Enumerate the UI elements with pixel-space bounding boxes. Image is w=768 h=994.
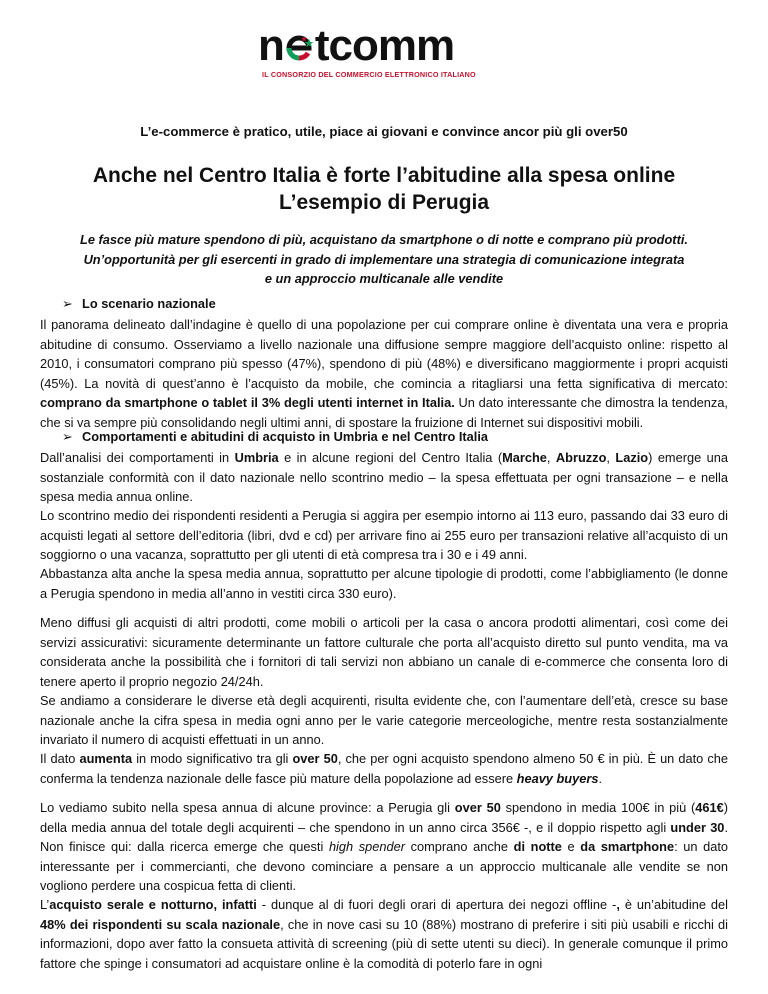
paragraph-centro-8: L’acquisto serale e notturno, infatti - dunque al di fuori degli orari di apertura dei negozi offline -, è un’abitudine del 48% dei rispondenti su scala nazionale, che in nove casi su 10 (88%) mostrano di preferire i siti più usabili e ricchi di informazioni, dopo aver fatto la consueta attività di screening (più di sette utenti su dieci). In generale comunque il primo fattore che spinge i consumatori ad acquistare online è la comodità di poterlo fare in ogni: [40, 897, 728, 971]
paragraph-centro-3: Abbastanza alta anche la spesa media annua, soprattutto per alcune tipologie di prodotti, come l’abbigliamento (le donne a Perugia spendono in media all’anno in vestiti circa 330 euro).: [40, 566, 728, 601]
logo-word-start: n: [258, 21, 284, 70]
subtitle-line-3: e un approccio multicanale alle vendite: [264, 271, 504, 286]
subtitle-line-1: Le fasce più mature spendono di più, acquistano da smartphone o di notte e comprano più prodotti.: [80, 232, 688, 247]
arrow-bullet-icon: ➢: [62, 296, 73, 311]
section-heading-text: Lo scenario nazionale: [82, 296, 216, 311]
logo-e-ring-icon: [284, 33, 314, 63]
paragraph-centro-1: Dall’analisi dei comportamenti in Umbria e in alcune regioni del Centro Italia (Marche, Abruzzo, Lazio) emerge una sostanziale conformità con il dato nazionale nello scontrino medio – la spesa effettuata per ogni transazione – e nella spesa media annua online.: [40, 450, 728, 504]
section-heading-national: [62, 296, 216, 312]
paragraph-centro-7: Lo vediamo subito nella spesa annua di alcune province: a Perugia gli over 50 spendono in media 100€ in più (461€) della media annua del totale degli acquirenti – che spendono in un anno circa 356€ -, e il doppio rispetto agli under 30. Non finisce qui: dalla ricerca emerge che questi high spender comprano anche di notte e da smartphone: un dato interessante per i commercianti, che devono cominciare a pensare a un approccio multicanale alle vendite se non vogliono perdere una cospicua fetta di clienti.: [40, 800, 729, 893]
section-heading-text: Comportamenti e abitudini di acquisto in Umbria e nel Centro Italia: [82, 429, 488, 444]
arrow-bullet-icon: ➢: [62, 429, 73, 444]
paragraph-centro-4: Meno diffusi gli acquisti di altri prodotti, come mobili o articoli per la casa o ancora prodotti alimentari, così come dei servizi assicurativi: sicuramente determinante un fattore culturale che porta all’acquisto diretto sul punto vendita, ma va considerata anche la possibilità che i fornitori di tali servizi non abbiano un canale di e-commerce che consenta loro di tenere aperto il proprio negozio 24/24h.: [40, 615, 728, 689]
subtitle: [40, 230, 728, 289]
paragraph-centro-2: Lo scontrino medio dei rispondenti residenti a Perugia si aggira per esempio intorno ai 113 euro, passando dai 33 euro di acquisti legati al settore dell’editoria (libri, dvd e cd) per arrivare fino ai 255 euro per transazioni relative all’acquisto di un soggiorno o una vacanza, soprattutto per gli utenti di età compresa tra i 30 e i 49 anni.: [40, 508, 728, 562]
paragraph-centro-6: Il dato aumenta in modo significativo tra gli over 50, che per ogni acquisto spendono almeno 50 € in più. È un dato che conferma la tendenza nazionale delle fasce più mature della popolazione ad essere heavy buyers.: [40, 751, 729, 786]
subtitle-line-2: Un’opportunità per gli esercenti in grado di implementare una strategia di comunicazione integrata: [83, 251, 685, 267]
logo-wordmark: [258, 21, 455, 70]
paragraph-centro-5: Se andiamo a considerare le diverse età degli acquirenti, risulta evidente che, con l’aumentare dell’età, cresce su base nazionale anche la cifra spesa in media ogni anno per le varie categorie merceologiche, mentre resta sostanzialmente invariato il numero di acquisti effettuati in un anno.: [40, 693, 728, 747]
page-title: [0, 162, 768, 216]
section-heading-centro: [62, 429, 488, 445]
title-line-2: L’esempio di Perugia: [278, 191, 490, 214]
pre-title: L’e-commerce è pratico, utile, piace ai giovani e convince ancor più gli over50: [140, 124, 628, 139]
title-line-1: Anche nel Centro Italia è forte l’abitudine alla spesa online: [92, 164, 676, 187]
paragraph-national: Il panorama delineato dall’indagine è quello di una popolazione per cui comprare online è diventata una vera e propria abitudine di consumo. Osserviamo a livello nazionale una diffusione sempre maggiore dell’acquisto online: rispetto al 2010, i consumatori comprano più spesso (47%), spendono di più (48%) e diversificano maggiormente i propri acquisti (45%). La novità di quest’anno è l’acquisto da mobile, che comincia a ritagliarsi una fetta significativa di mercato: comprano da smartphone o tablet il 3% degli utenti internet in Italia. Un dato interessante che dimostra la tendenza, che si va sempre più consolidando negli ultimi anni, di spostare la fruizione di Internet sui dispositivi mobili.: [40, 317, 728, 430]
logo-word-end: tcomm: [314, 21, 455, 70]
logo-tagline: IL CONSORZIO DEL COMMERCIO ELETTRONICO ITALIANO: [262, 70, 476, 79]
netcomm-logo: [258, 21, 508, 84]
